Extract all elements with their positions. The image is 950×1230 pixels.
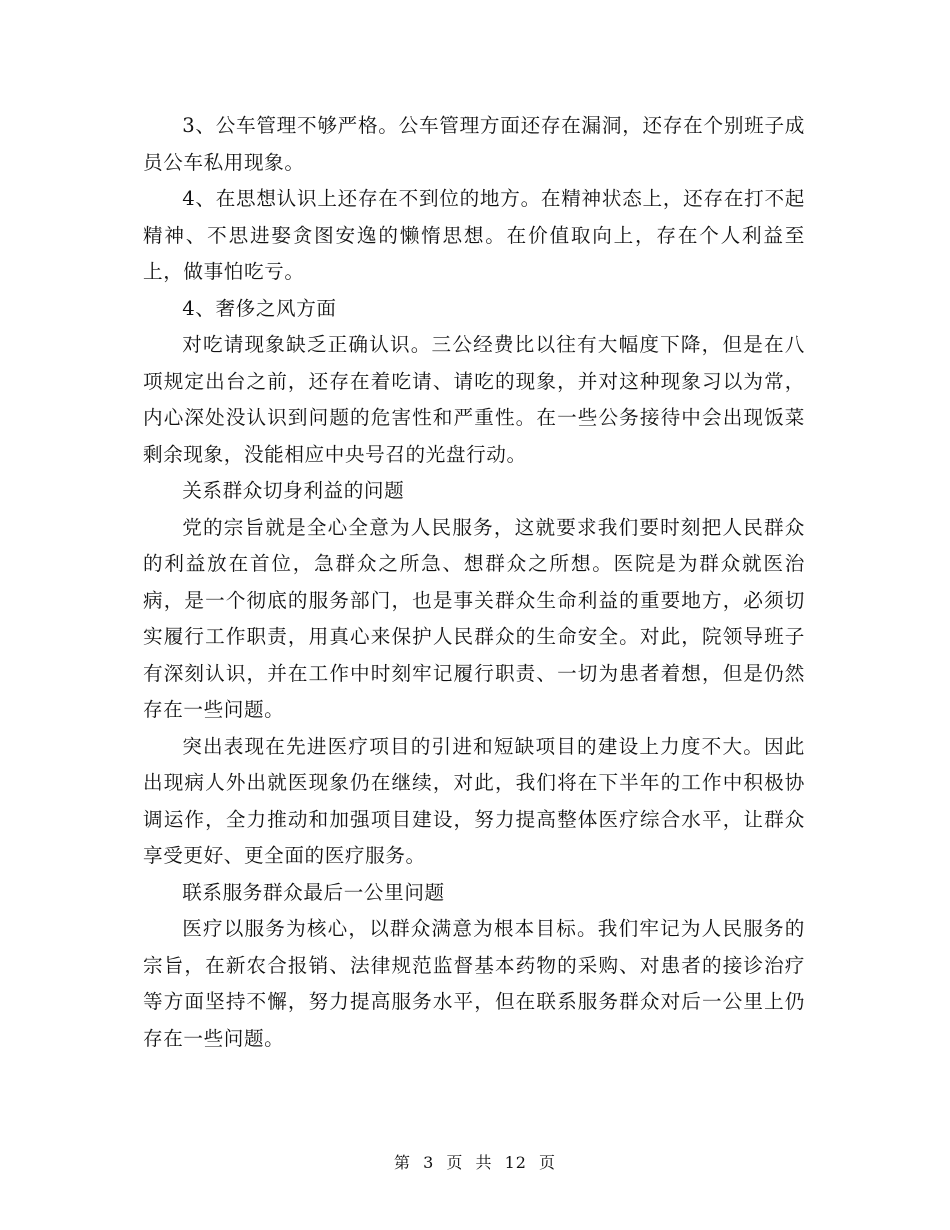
paragraph-extravagance: 对吃请现象缺乏正确认识。三公经费比以往有大幅度下降，但是在八项规定出台之前，还存在着吃请、请吃的现象，并对这种现象习以为常，内心深处没认识到问题的危害性和严重性。在一些公务接待中会出现饭菜剩余现象，没能相应中央号召的光盘行动。 <box>143 333 805 466</box>
paragraph-item-3-car-management: 3、公车管理不够严格。公车管理方面还存在漏洞，还存在个别班子成员公车私用现象。 <box>143 114 805 174</box>
footer-total-word: 共 <box>475 1153 493 1172</box>
section-heading-extravagance: 4、奢侈之风方面 <box>182 296 337 320</box>
paragraph-medical-service: 医疗以服务为核心，以群众满意为根本目标。我们牢记为人民服务的宗旨，在新农合报销、法律规范监督基本药物的采购、对患者的接诊治疗等方面坚持不懈，努力提高服务水平，但在联系服务群众对后一公里上仍存在一些问题。 <box>143 917 805 1050</box>
footer-prefix: 第 <box>393 1153 411 1172</box>
page-number-footer <box>0 1151 950 1175</box>
paragraph-item-4-ideology: 4、在思想认识上还存在不到位的地方。在精神状态上，还存在打不起精神、不思进娶贪图安逸的懒惰思想。在价值取向上，存在个人利益至上，做事怕吃亏。 <box>143 187 805 283</box>
section-heading-public-interest: 关系群众切身利益的问题 <box>182 479 405 502</box>
paragraph-party-purpose: 党的宗旨就是全心全意为人民服务，这就要求我们要时刻把人民群众的利益放在首位，急群众之所急、想群众之所想。医院是为群众就医治病，是一个彻底的服务部门，也是事关群众生命利益的重要地方，必须切实履行工作职责，用真心来保护人民群众的生命安全。对此，院领导班子有深刻认识，并在工作中时刻牢记履行职责、一切为患者着想，但是仍然存在一些问题。 <box>143 515 805 721</box>
paragraph-medical-projects: 突出表现在先进医疗项目的引进和短缺项目的建设上力度不大。因此出现病人外出就医现象仍在继续，对此，我们将在下半年的工作中积极协调运作，全力推动和加强项目建设，努力提高整体医疗综合水平，让群众享受更好、更全面的医疗服务。 <box>143 734 805 867</box>
footer-suffix: 页 <box>539 1153 557 1172</box>
footer-current-page: 3 <box>423 1153 435 1172</box>
document-body <box>143 108 805 1057</box>
footer-page-word: 页 <box>446 1153 464 1172</box>
footer-total-pages: 12 <box>504 1153 527 1172</box>
section-heading-last-kilometer: 联系服务群众最后一公里问题 <box>182 880 445 904</box>
